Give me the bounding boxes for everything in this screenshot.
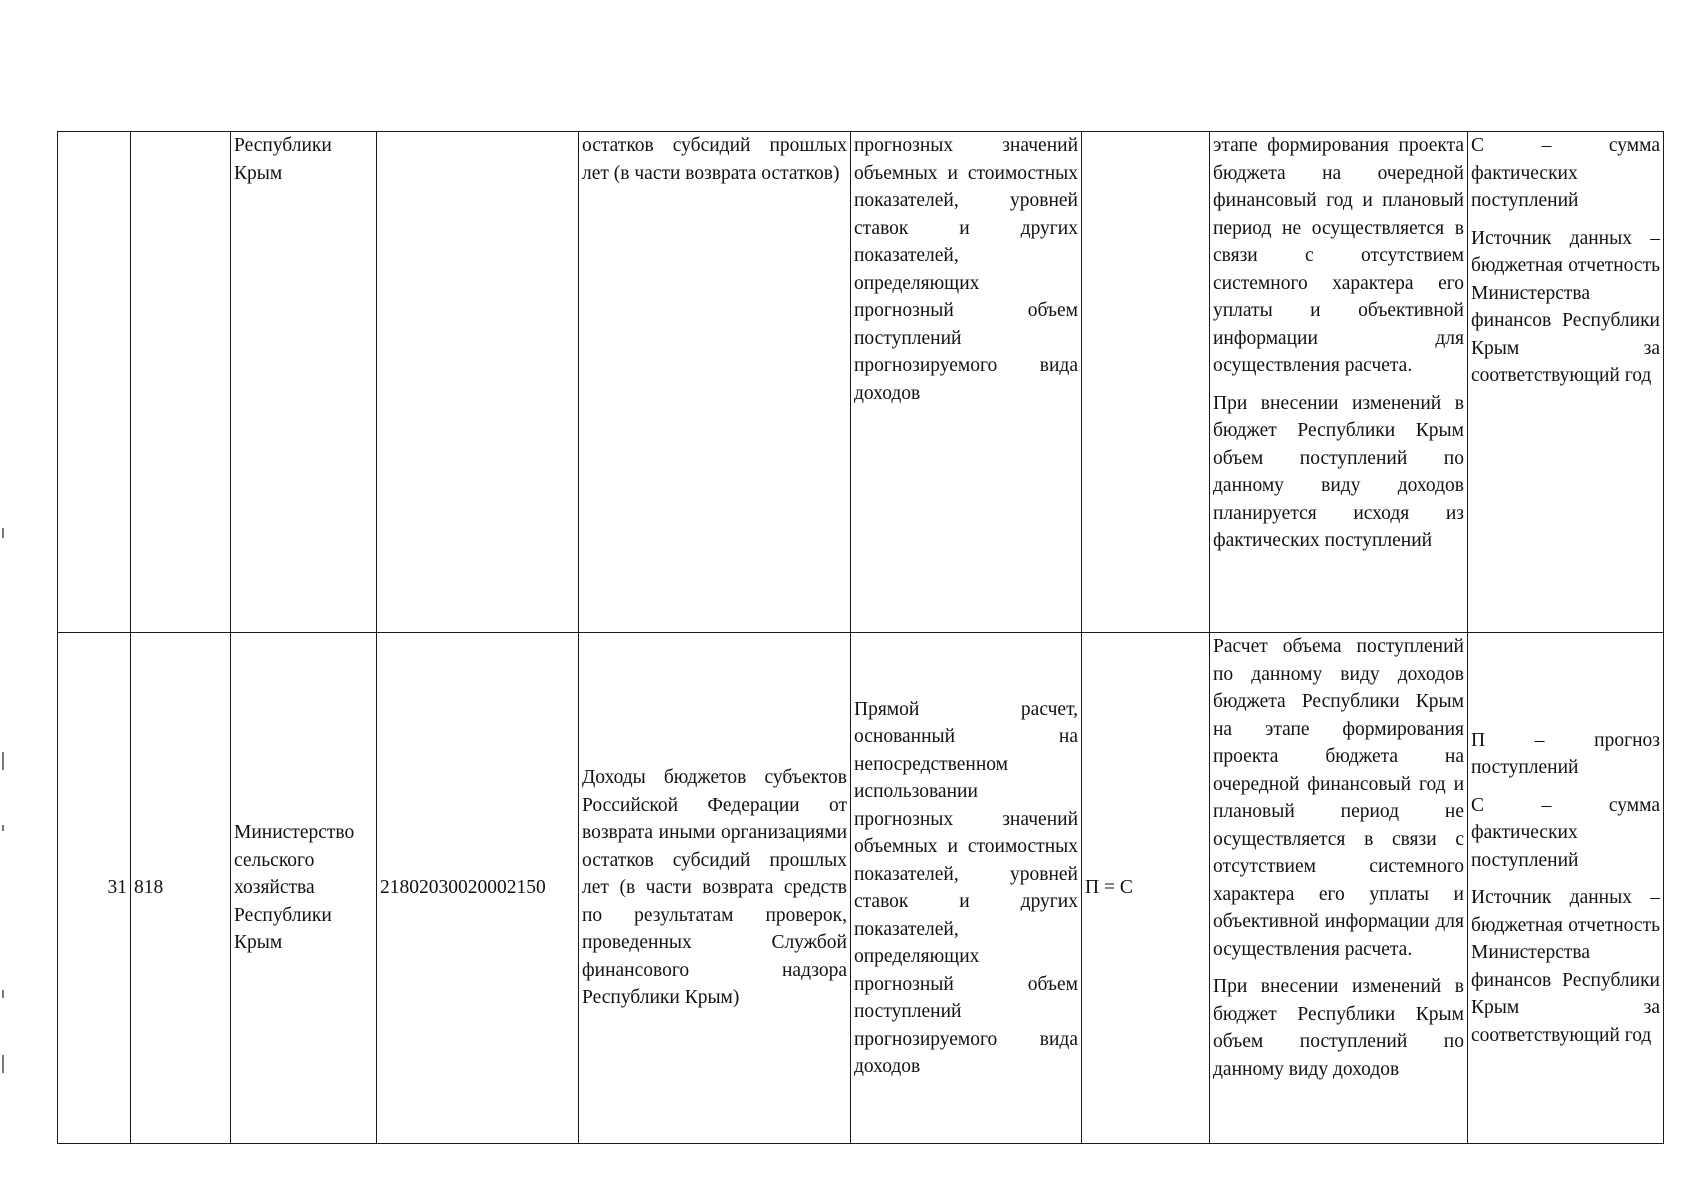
indicator-description (1468, 633, 1664, 1144)
budget-classification-code: 21802030020002150 (377, 633, 579, 1144)
row-number (58, 132, 131, 633)
table-row (58, 633, 1664, 1144)
algorithm-paragraph: Расчет объема поступлений по данному виду доходов бюджета Республики Крым на этапе формирования проекта бюджета на очередной финансовый год и плановый период не осуществляется в связи с отсутствием системного характера его уплаты и объективной информации для осуществления расчета. (1213, 636, 1464, 960)
algorithm-paragraph: этапе формирования проекта бюджета на очередной финансовый год и плановый период не осуществляется в связи с отсутствием системного характера его уплаты и объективной информации для осуществления расчета. (1213, 135, 1464, 376)
algorithm-paragraph: При внесении изменений в бюджет Республики Крым объем поступлений по данному виду доходов планируется исходя из фактических поступлений (1213, 392, 1464, 551)
row-number: 31 (58, 633, 131, 1144)
calculation-method: Прямой расчет, основанный на непосредственном использовании прогнозных значений объемных и стоимостных показателей, уровней ставок и других показателей, определяющих прогнозный объем поступлений прогнозируемого вида доходов (851, 633, 1082, 1144)
scan-mark (2, 752, 4, 770)
admin-code: 818 (131, 633, 231, 1144)
calculation-algorithm (1210, 132, 1468, 633)
scan-mark (2, 825, 4, 831)
indicator-paragraph: Источник данных – бюджетная отчетность Министерства финансов Республики Крым за соответствующий год (1471, 227, 1660, 386)
revenue-name: Доходы бюджетов субъектов Российской Федерации от возврата иными организациями остатков субсидий прошлых лет (в части возврата средств по результатам проверок, проведенных Службой финансового надзора Республики Крым) (579, 633, 851, 1144)
scan-mark (2, 1055, 4, 1073)
indicator-description (1468, 132, 1664, 633)
scan-mark (2, 528, 4, 538)
indicator-paragraph: П – прогноз поступлений (1471, 729, 1660, 779)
indicator-paragraph: Источник данных – бюджетная отчетность Министерства финансов Республики Крым за соответствующий год (1471, 887, 1660, 1046)
indicator-paragraph: С – сумма фактических поступлений (1471, 794, 1660, 871)
table-row (58, 132, 1664, 633)
admin-code (131, 132, 231, 633)
administrator-name: Республики Крым (231, 132, 377, 633)
revenue-name: остатков субсидий прошлых лет (в части возврата остатков) (579, 132, 851, 633)
revenue-forecast-table (57, 131, 1664, 1144)
calculation-method: прогнозных значений объемных и стоимостных показателей, уровней ставок и других показателей, определяющих прогнозный объем поступлений прогнозируемого вида доходов (851, 132, 1082, 633)
budget-classification-code (377, 132, 579, 633)
calculation-algorithm (1210, 633, 1468, 1144)
indicator-paragraph: С – сумма фактических поступлений (1471, 135, 1660, 211)
calculation-formula: П = С (1082, 633, 1210, 1144)
administrator-name: Министерство сельского хозяйства Республики Крым (231, 633, 377, 1144)
algorithm-paragraph: При внесении изменений в бюджет Республики Крым объем поступлений по данному виду доходов (1213, 976, 1464, 1080)
calculation-formula (1082, 132, 1210, 633)
scan-mark (2, 990, 4, 998)
